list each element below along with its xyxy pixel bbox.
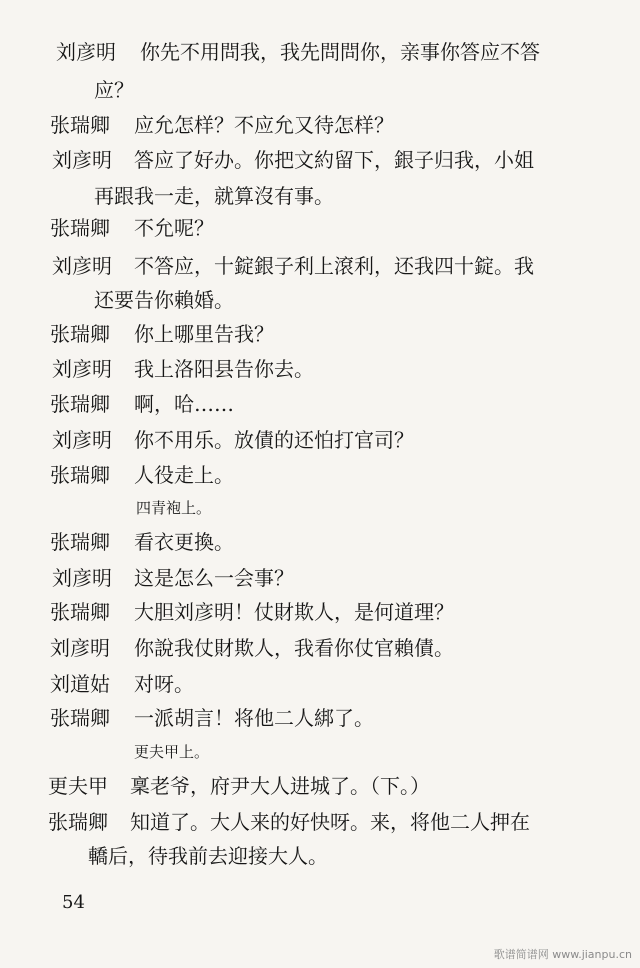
dialogue-text: 我上洛阳县告你去。 (134, 357, 314, 381)
speaker-name: 刘彦明 (56, 40, 116, 64)
dialogue-text: 你先不用問我，我先問問你，亲事你答应不答 (140, 40, 540, 64)
dialogue-text: 不允呢？ (134, 216, 214, 240)
dialogue-text: 轎后，待我前去迎接大人。 (88, 844, 328, 868)
speaker-name: 刘彦明 (52, 357, 112, 381)
stage-direction: 更夫甲上。 (134, 743, 210, 761)
dialogue-text: 看衣更換。 (134, 530, 234, 554)
dialogue-text: 大胆刘彦明！仗財欺人，是何道理？ (134, 600, 454, 624)
dialogue-text: 人役走上。 (134, 463, 234, 487)
speaker-name: 张瑞卿 (50, 463, 110, 487)
dialogue-text: 你上哪里告我？ (134, 322, 274, 346)
dialogue-text: 你說我仗財欺人，我看你仗官賴債。 (134, 636, 454, 660)
dialogue-text: 再跟我一走，就算沒有事。 (94, 184, 334, 208)
dialogue-text: 应允怎样？不应允又待怎样？ (134, 113, 394, 137)
dialogue-text: 稟老爷，府尹大人进城了。（下。） (130, 774, 430, 798)
dialogue-text: 你不用乐。放債的还怕打官司？ (134, 428, 414, 452)
dialogue-text: 答应了好办。你把文約留下，銀子归我，小姐 (134, 148, 534, 172)
speaker-name: 刘彦明 (52, 148, 112, 172)
dialogue-text: 这是怎么一会事？ (134, 566, 294, 590)
speaker-name: 张瑞卿 (50, 600, 110, 624)
dialogue-text: 还要告你賴婚。 (94, 288, 234, 312)
speaker-name: 刘彦明 (50, 636, 110, 660)
dialogue-text: 应？ (94, 78, 134, 102)
speaker-name: 更夫甲 (48, 774, 108, 798)
speaker-name: 刘道姑 (50, 672, 110, 696)
speaker-name: 张瑞卿 (50, 530, 110, 554)
dialogue-text: 不答应，十錠銀子利上滾利，还我四十錠。我 (134, 254, 534, 278)
dialogue-text: 一派胡言！将他二人綁了。 (134, 706, 374, 730)
dialogue-text: 知道了。大人来的好快呀。来，将他二人押在 (130, 810, 530, 834)
speaker-name: 张瑞卿 (50, 216, 110, 240)
dialogue-text: 啊，哈…… (134, 392, 234, 416)
page-number: 54 (62, 892, 85, 913)
speaker-name: 张瑞卿 (50, 113, 110, 137)
speaker-name: 张瑞卿 (48, 810, 108, 834)
dialogue-text: 对呀。 (134, 672, 194, 696)
speaker-name: 张瑞卿 (50, 322, 110, 346)
speaker-name: 张瑞卿 (50, 392, 110, 416)
speaker-name: 刘彦明 (52, 428, 112, 452)
stage-direction: 四青袍上。 (136, 499, 212, 517)
speaker-name: 刘彦明 (52, 254, 112, 278)
speaker-name: 张瑞卿 (50, 706, 110, 730)
speaker-name: 刘彦明 (52, 566, 112, 590)
watermark: 歌谱简谱网 www.jianpu.cn (493, 948, 632, 961)
